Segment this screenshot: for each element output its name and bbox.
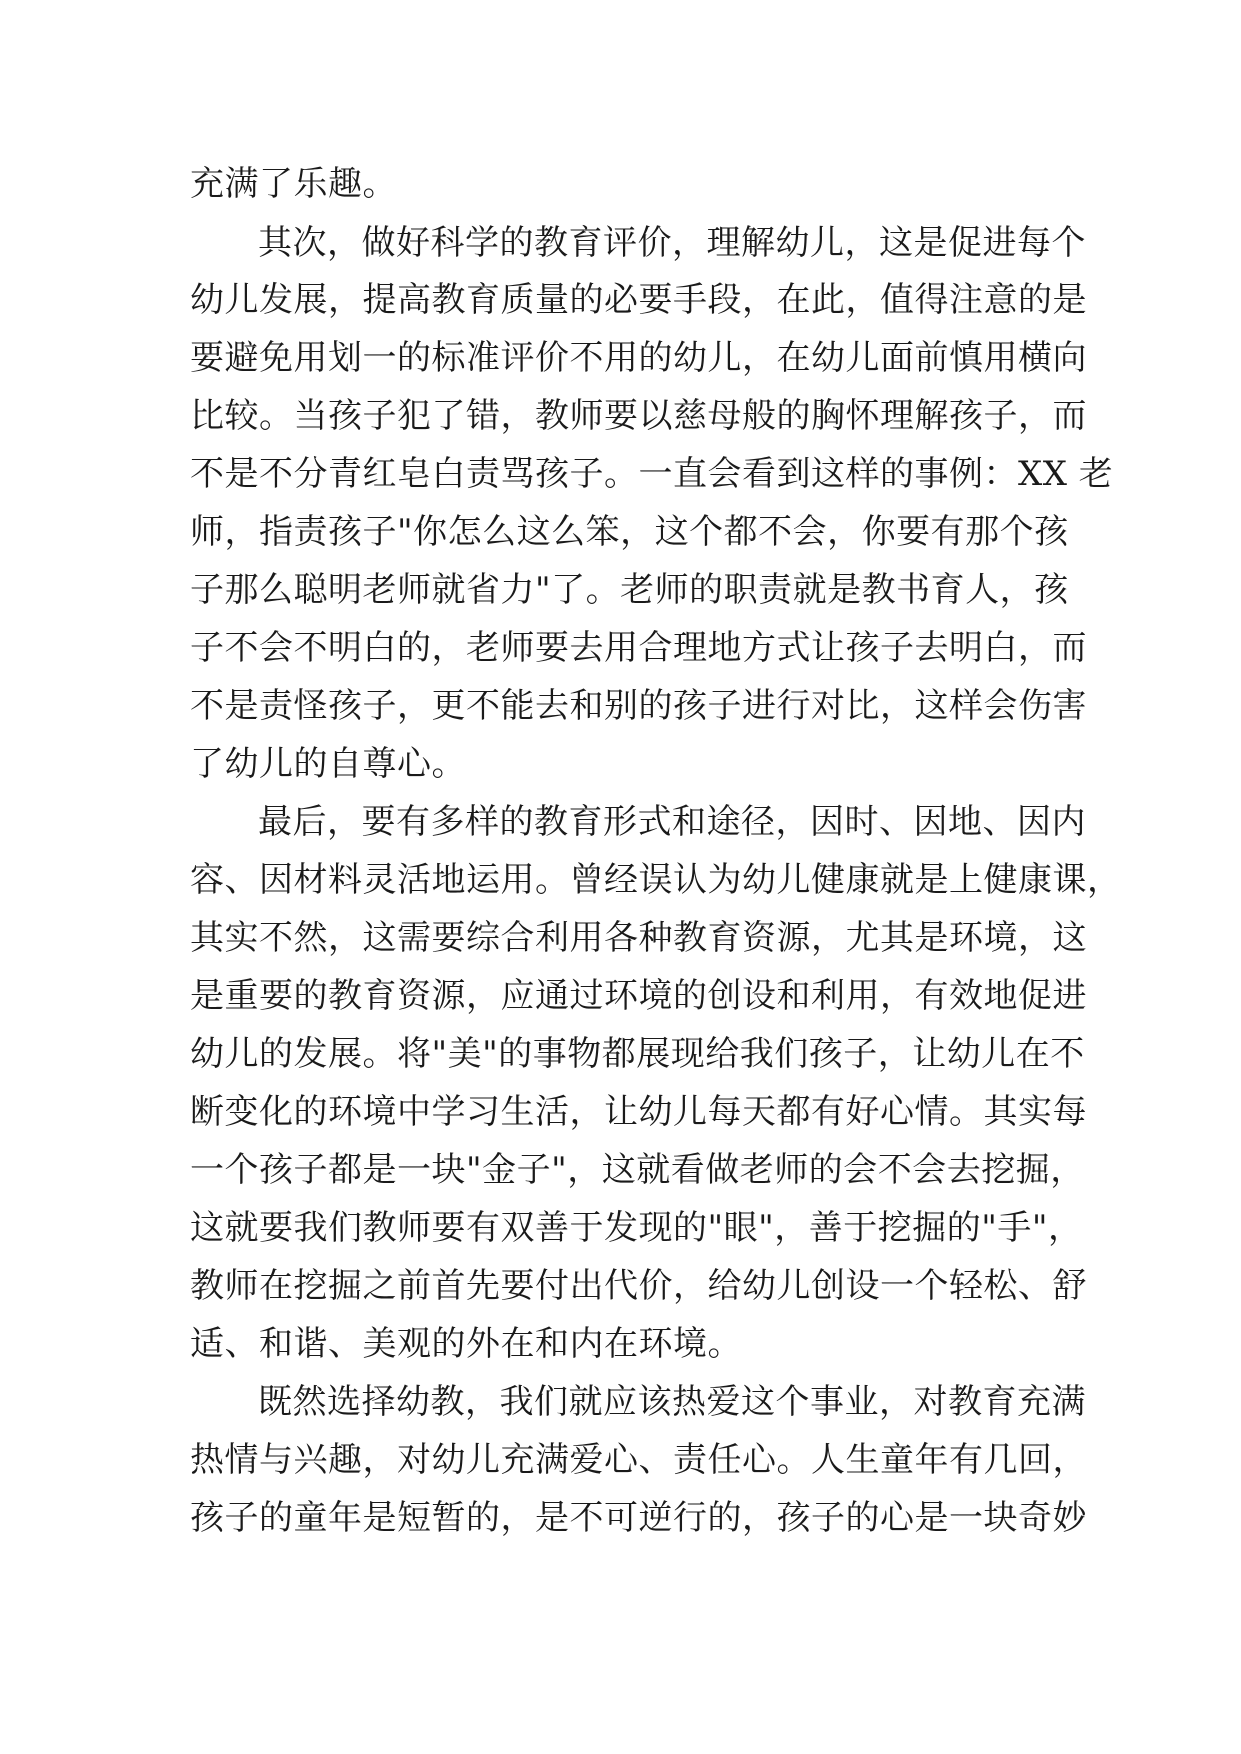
text-line: 其实不然，这需要综合利用各种教育资源，尤其是环境，这 bbox=[190, 918, 1087, 958]
text-line: 了幼儿的自尊心。 bbox=[190, 744, 466, 784]
text-line: 师，指责孩子"你怎么这么笨，这个都不会，你要有那个孩 bbox=[190, 512, 1069, 552]
text-line: 子不会不明白的，老师要去用合理地方式让孩子去明白，而 bbox=[190, 628, 1087, 668]
text-line: 最后，要有多样的教育形式和途径，因时、因地、因内 bbox=[258, 802, 1086, 842]
text-line: 充满了乐趣。 bbox=[190, 164, 397, 204]
text-line: 要避免用划一的标准评价不用的幼儿，在幼儿面前慎用横向 bbox=[190, 338, 1087, 378]
text-line: 容、因材料灵活地运用。曾经误认为幼儿健康就是上健康课， bbox=[190, 860, 1122, 900]
text-line: 断变化的环境中学习生活，让幼儿每天都有好心情。其实每 bbox=[190, 1092, 1087, 1132]
text-line: 一个孩子都是一块"金子"，这就看做老师的会不会去挖掘， bbox=[190, 1150, 1085, 1190]
text-line: 适、和谐、美观的外在和内在环境。 bbox=[190, 1324, 742, 1364]
text-line: 其次，做好科学的教育评价，理解幼儿，这是促进每个 bbox=[258, 223, 1086, 263]
text-line: 幼儿发展，提高教育质量的必要手段，在此，值得注意的是 bbox=[190, 280, 1087, 320]
text-line: 不是责怪孩子，更不能去和别的孩子进行对比，这样会伤害 bbox=[190, 686, 1087, 726]
text-line: 这就要我们教师要有双善于发现的"眼"，善于挖掘的"手"， bbox=[190, 1208, 1083, 1248]
text-line: 子那么聪明老师就省力"了。老师的职责就是教书育人，孩 bbox=[190, 570, 1069, 610]
text-line: 比较。当孩子犯了错，教师要以慈母般的胸怀理解孩子，而 bbox=[190, 396, 1087, 436]
text-line: 不是不分青红皂白责骂孩子。一直会看到这样的事例：XX 老 bbox=[190, 454, 1114, 494]
text-line: 热情与兴趣，对幼儿充满爱心、责任心。人生童年有几回， bbox=[190, 1440, 1087, 1480]
text-line: 幼儿的发展。将"美"的事物都展现给我们孩子，让幼儿在不 bbox=[190, 1034, 1085, 1074]
text-line: 孩子的童年是短暂的，是不可逆行的，孩子的心是一块奇妙 bbox=[190, 1498, 1087, 1538]
text-line: 是重要的教育资源，应通过环境的创设和利用，有效地促进 bbox=[190, 976, 1087, 1016]
text-line: 教师在挖掘之前首先要付出代价，给幼儿创设一个轻松、舒 bbox=[190, 1266, 1087, 1306]
text-line: 既然选择幼教，我们就应该热爱这个事业，对教育充满 bbox=[258, 1382, 1086, 1422]
